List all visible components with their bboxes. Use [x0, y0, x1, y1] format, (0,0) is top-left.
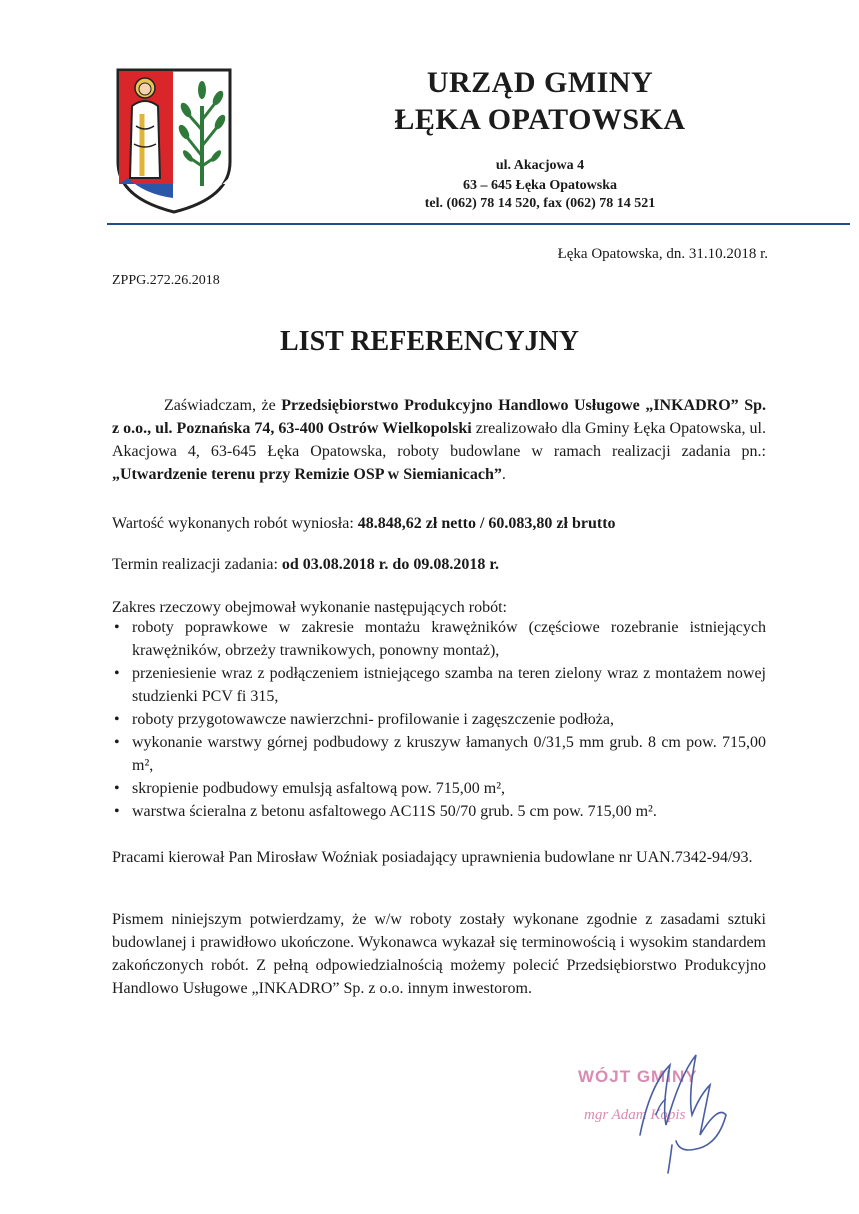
works-list-item: • roboty przygotowawcze nawierzchni- profilowanie i zagęszczenie podłoża, — [112, 708, 766, 731]
handwritten-signature — [600, 1045, 740, 1175]
scope-intro: Zakres rzeczowy obejmował wykonanie następujących robót: — [112, 599, 507, 616]
document-title: LIST REFERENCYJNY — [280, 326, 579, 357]
works-list-item: • roboty poprawkowe w zakresie montażu krawężników (częściowe rozebranie istniejących krawężników, obrzeży trawnikowych, ponowny montaż), — [112, 616, 766, 662]
address-phone: tel. (062) 78 14 520, fax (062) 78 14 521 — [424, 196, 656, 211]
works-list-item: • warstwa ścieralna z betonu asfaltowego AC11S 50/70 grub. 5 cm pow. 715,00 m². — [112, 800, 766, 823]
works-list-item: • wykonanie warstwy górnej podbudowy z kruszyw łamanych 0/31,5 mm grub. 8 cm pow. 715,00 m², — [112, 731, 766, 777]
intro-paragraph — [112, 394, 766, 486]
works-list — [112, 616, 766, 823]
stamp-name: mgr Adam Kopis — [584, 1107, 686, 1123]
works-list-item: • przeniesienie wraz z podłączeniem istniejącego szamba na teren zielony wraz z montażem nowej studzienki PCV fi 315, — [112, 662, 766, 708]
header-divider — [107, 223, 850, 225]
contractor-name: Przedsiębiorstwo Produkcyjno Handlowo Usługowe „INKADRO” Sp. z o.o., ul. Poznańska 74, 63-400 Ostrów Wielkopolski — [112, 397, 766, 437]
task-name: „Utwardzenie terenu przy Remizie OSP w Siemianicach” — [112, 466, 502, 483]
org-name-line2: ŁĘKA OPATOWSKA — [394, 103, 686, 136]
value-amount: 48.848,62 zł netto / 60.083,80 zł brutto — [357, 515, 616, 532]
address-street: ul. Akacjowa 4 — [495, 158, 585, 173]
term-paragraph — [112, 553, 766, 576]
manager-paragraph: Pracami kierował Pan Mirosław Woźniak posiadający uprawnienia budowlane nr UAN.7342-94/93. — [112, 849, 753, 866]
stamp-title: WÓJT GMINY — [578, 1067, 698, 1086]
value-paragraph — [112, 512, 766, 535]
address-postal: 63 – 645 Łęka Opatowska — [462, 178, 618, 193]
intro-lead: Zaświadczam, że — [164, 397, 282, 414]
coat-of-arms-crest — [114, 66, 234, 214]
confirmation-paragraph: Pismem niniejszym potwierdzamy, że w/w roboty zostały wykonane zgodnie z zasadami sztuki budowlanej i prawidłowo ukończone. Wykonawca wykazał się terminowością i wysokim standardem zakończonych robót. Z pełną odpowiedzialnością możemy polecić Przedsiębiorstwo Produkcyjno Handlowo Usługowe „INKADRO” Sp. z o.o. innym inwestorom. — [112, 911, 766, 997]
term-label: Termin realizacji zadania: — [112, 556, 282, 573]
term-dates: od 03.08.2018 r. do 09.08.2018 r. — [281, 556, 499, 573]
intro-middle: zrealizowało dla Gminy Łęka Opatowska, ul. Akacjowa 4, 63-645 Łęka Opatowska, roboty budowlane w ramach realizacji zadania pn.: — [112, 420, 767, 460]
org-name-line1: URZĄD GMINY — [426, 66, 654, 99]
city-date: Łęka Opatowska, dn. 31.10.2018 r. — [557, 246, 768, 262]
value-label: Wartość wykonanych robót wyniosła: — [112, 515, 358, 532]
reference-number: ZPPG.272.26.2018 — [112, 273, 220, 288]
intro-end: . — [501, 466, 506, 483]
works-list-item: • skropienie podbudowy emulsją asfaltową pow. 715,00 m², — [112, 777, 766, 800]
